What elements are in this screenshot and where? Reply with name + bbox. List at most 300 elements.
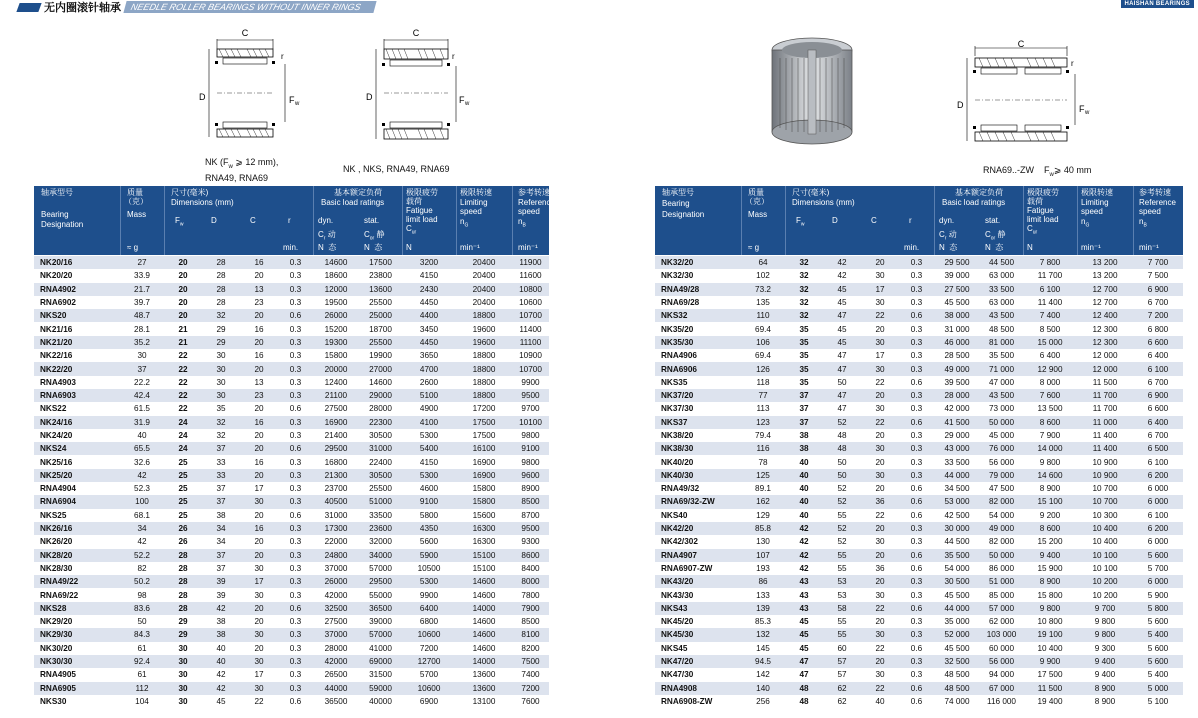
table-cell: 32500 <box>313 602 359 615</box>
table-row <box>655 269 1183 282</box>
table-cell: 25500 <box>359 336 402 349</box>
table-cell: 4600 <box>402 482 456 495</box>
table-cell: 162 <box>741 495 785 508</box>
right-data-table <box>655 256 1183 708</box>
table-cell: 42 <box>202 668 240 681</box>
table-cell: NKS20 <box>34 309 120 322</box>
table-cell: 8 500 <box>1023 322 1077 335</box>
table-row <box>34 389 549 402</box>
table-cell: NK37/30 <box>655 402 741 415</box>
table-cell: 20 <box>240 429 278 442</box>
table-cell: 14000 <box>456 655 512 668</box>
table-cell: 31.9 <box>120 416 164 429</box>
table-cell: 27 500 <box>934 283 980 296</box>
table-cell: 48 500 <box>980 322 1023 335</box>
table-cell: 6 400 <box>1133 416 1183 429</box>
table-row <box>34 416 549 429</box>
svg-text:r: r <box>1071 59 1074 68</box>
table-cell: 0.6 <box>899 509 934 522</box>
table-cell: 12000 <box>313 283 359 296</box>
table-cell: 55 <box>823 615 861 628</box>
table-cell: 5 400 <box>1133 628 1183 641</box>
label-d: D <box>199 92 206 102</box>
table-cell: 14600 <box>456 628 512 641</box>
table-cell: NK42/20 <box>655 522 741 535</box>
table-cell: 47 <box>823 309 861 322</box>
header-title-en: NEEDLE ROLLER BEARINGS WITHOUT INNER RINGS <box>123 1 376 13</box>
table-cell: 47 <box>823 402 861 415</box>
table-cell: 6400 <box>402 602 456 615</box>
table-cell: 0.3 <box>899 628 934 641</box>
table-row <box>34 349 549 362</box>
table-cell: 13100 <box>456 695 512 708</box>
table-cell: 0.3 <box>278 455 313 468</box>
table-cell: 43 500 <box>980 389 1023 402</box>
table-cell: 92.4 <box>120 655 164 668</box>
table-cell: 10 900 <box>1077 455 1133 468</box>
table-cell: 8900 <box>512 482 549 495</box>
table-cell: 9 800 <box>1077 615 1133 628</box>
table-cell: 34 <box>202 535 240 548</box>
table-cell: 0.3 <box>278 376 313 389</box>
table-cell: 6 700 <box>1133 376 1183 389</box>
table-cell: RNA6908-ZW <box>655 695 741 708</box>
table-cell: NK40/30 <box>655 469 741 482</box>
table-cell: 132 <box>741 628 785 641</box>
page-header <box>0 0 375 14</box>
table-cell: 30 <box>240 628 278 641</box>
table-cell: NK35/30 <box>655 336 741 349</box>
label-c: C <box>241 28 249 38</box>
table-cell: 22 <box>861 309 899 322</box>
table-cell: NK21/16 <box>34 322 120 335</box>
table-cell: 27000 <box>359 362 402 375</box>
table-row <box>655 416 1183 429</box>
table-cell: 37000 <box>313 562 359 575</box>
table-cell: 9800 <box>512 429 549 442</box>
table-cell: 28 <box>202 296 240 309</box>
table-cell: 40500 <box>313 495 359 508</box>
table-cell: 17500 <box>456 429 512 442</box>
table-cell: 18800 <box>456 362 512 375</box>
table-cell: 0.3 <box>278 495 313 508</box>
table-cell: RNA6904 <box>34 495 120 508</box>
table-cell: 9800 <box>512 455 549 468</box>
table-cell: 12 300 <box>1077 322 1133 335</box>
table-row <box>34 402 549 415</box>
table-cell: RNA4908 <box>655 682 741 695</box>
table-cell: 19600 <box>456 336 512 349</box>
table-cell: 0.6 <box>899 602 934 615</box>
table-cell: 8 900 <box>1077 682 1133 695</box>
table-cell: 30 <box>164 682 202 695</box>
table-cell: 59000 <box>359 682 402 695</box>
table-cell: 35.2 <box>120 336 164 349</box>
table-cell: 7 600 <box>1023 389 1077 402</box>
table-cell: 6 200 <box>1133 522 1183 535</box>
table-cell: 20 <box>240 469 278 482</box>
table-cell: 57 <box>823 655 861 668</box>
table-cell: 39000 <box>359 615 402 628</box>
table-cell: 0.3 <box>278 296 313 309</box>
table-cell: 10 800 <box>1023 615 1077 628</box>
table-cell: 256 <box>741 695 785 708</box>
table-cell: 28 <box>164 575 202 588</box>
table-cell: 0.3 <box>278 628 313 641</box>
table-cell: 19500 <box>313 296 359 309</box>
table-cell: NK47/20 <box>655 655 741 668</box>
table-cell: 8200 <box>512 642 549 655</box>
table-cell: 22.2 <box>120 376 164 389</box>
table-cell: 11400 <box>512 322 549 335</box>
table-row <box>655 549 1183 562</box>
table-cell: NK28/20 <box>34 549 120 562</box>
table-cell: 16 <box>240 256 278 269</box>
table-cell: NKS25 <box>34 509 120 522</box>
table-cell: 20 <box>861 455 899 468</box>
table-cell: 42000 <box>313 655 359 668</box>
table-cell: 20 <box>240 336 278 349</box>
table-cell: 25000 <box>359 309 402 322</box>
table-cell: 51000 <box>359 495 402 508</box>
table-row <box>655 283 1183 296</box>
diagram1-caption: NK ($F_w$ ⩾ 12 mm), RNA49, RNA69 <box>205 157 279 183</box>
table-cell: 22 <box>164 389 202 402</box>
table-cell: 22000 <box>313 535 359 548</box>
table-cell: 50 <box>823 469 861 482</box>
table-cell: 4150 <box>402 269 456 282</box>
table-cell: 5 100 <box>1133 695 1183 708</box>
table-cell: 8700 <box>512 509 549 522</box>
table-cell: 15100 <box>456 549 512 562</box>
table-cell: 40 <box>785 469 823 482</box>
table-cell: 16 <box>240 349 278 362</box>
table-cell: 52 <box>823 535 861 548</box>
table-cell: 37 <box>202 442 240 455</box>
table-cell: 20 <box>861 549 899 562</box>
svg-text:C: C <box>412 28 420 38</box>
table-cell: 7200 <box>402 642 456 655</box>
table-cell: 29 <box>202 336 240 349</box>
table-cell: 16900 <box>313 416 359 429</box>
table-cell: 28 <box>164 562 202 575</box>
table-row <box>34 296 549 309</box>
table-cell: NKS43 <box>655 602 741 615</box>
table-cell: 6 100 <box>1133 509 1183 522</box>
table-cell: 42 <box>120 535 164 548</box>
table-cell: 17 500 <box>1023 668 1077 681</box>
table-cell: 12 400 <box>1077 309 1133 322</box>
table-cell: 30 <box>202 389 240 402</box>
table-cell: 18700 <box>359 322 402 335</box>
table-row <box>34 429 549 442</box>
table-cell: 0.3 <box>899 269 934 282</box>
table-cell: 61 <box>120 668 164 681</box>
table-cell: 30 <box>861 668 899 681</box>
table-row <box>655 562 1183 575</box>
table-cell: 63 000 <box>980 269 1023 282</box>
table-cell: 4350 <box>402 522 456 535</box>
table-cell: 6 000 <box>1133 482 1183 495</box>
table-cell: 4450 <box>402 296 456 309</box>
table-cell: 77 <box>741 389 785 402</box>
table-cell: RNA4907 <box>655 549 741 562</box>
table-cell: 38 <box>202 509 240 522</box>
table-cell: 35 500 <box>980 349 1023 362</box>
table-cell: 18800 <box>456 309 512 322</box>
table-cell: 29000 <box>359 389 402 402</box>
table-cell: 41000 <box>359 642 402 655</box>
table-cell: 30 <box>164 655 202 668</box>
svg-text:C: C <box>1017 39 1025 49</box>
table-cell: 37 <box>202 562 240 575</box>
table-cell: 45 500 <box>934 588 980 601</box>
table-cell: 13600 <box>456 682 512 695</box>
table-cell: NK38/20 <box>655 429 741 442</box>
table-cell: 83.6 <box>120 602 164 615</box>
table-cell: 36 <box>861 495 899 508</box>
table-cell: 113 <box>741 402 785 415</box>
table-cell: 8 900 <box>1023 575 1077 588</box>
table-cell: NK26/20 <box>34 535 120 548</box>
table-cell: 49 000 <box>980 522 1023 535</box>
table-row <box>655 668 1183 681</box>
table-cell: 8100 <box>512 628 549 641</box>
table-cell: 85 000 <box>980 588 1023 601</box>
table-cell: 193 <box>741 562 785 575</box>
table-row <box>34 655 549 668</box>
table-cell: 23600 <box>359 522 402 535</box>
table-cell: 20 <box>164 256 202 269</box>
table-cell: 60 000 <box>980 642 1023 655</box>
table-cell: 43 <box>785 602 823 615</box>
table-cell: 43 <box>785 575 823 588</box>
table-cell: 45 500 <box>934 642 980 655</box>
header-title-cn: 无内圈滚针轴承 <box>44 2 121 14</box>
table-cell: NKS30 <box>34 695 120 708</box>
table-cell: 17 <box>240 668 278 681</box>
table-cell: 8 900 <box>1023 482 1077 495</box>
table-cell: 30 <box>240 495 278 508</box>
table-cell: 8500 <box>512 495 549 508</box>
table-row <box>34 628 549 641</box>
table-cell: 0.3 <box>278 562 313 575</box>
table-cell: 22 <box>861 376 899 389</box>
table-cell: 35 <box>785 376 823 389</box>
table-cell: 37 <box>785 389 823 402</box>
table-cell: 40000 <box>359 695 402 708</box>
table-cell: 7200 <box>512 682 549 695</box>
brand-logo: HAISHAN BEARINGS <box>1121 0 1194 8</box>
table-cell: 0.3 <box>278 469 313 482</box>
table-cell: 30 <box>240 588 278 601</box>
table-cell: 50 000 <box>980 416 1023 429</box>
table-cell: NK21/20 <box>34 336 120 349</box>
table-cell: 68.1 <box>120 509 164 522</box>
table-cell: 50.2 <box>120 575 164 588</box>
table-cell: 16 <box>240 416 278 429</box>
table-cell: 35 <box>785 349 823 362</box>
table-cell: 53 000 <box>934 495 980 508</box>
table-cell: 17 <box>861 283 899 296</box>
table-cell: 42 <box>823 269 861 282</box>
table-cell: 14600 <box>456 575 512 588</box>
svg-text:D: D <box>366 92 373 102</box>
table-cell: 69000 <box>359 655 402 668</box>
table-cell: 0.3 <box>899 389 934 402</box>
table-cell: 42 <box>785 549 823 562</box>
table-cell: 20 <box>164 296 202 309</box>
table-cell: 14600 <box>456 642 512 655</box>
table-cell: 23 <box>240 389 278 402</box>
table-row <box>34 562 549 575</box>
table-cell: 42000 <box>313 588 359 601</box>
table-cell: NK32/20 <box>655 256 741 269</box>
table-cell: 9 200 <box>1023 509 1077 522</box>
table-cell: 116 000 <box>980 695 1023 708</box>
table-cell: 38 <box>785 442 823 455</box>
table-cell: 7 800 <box>1023 256 1077 269</box>
table-cell: 4450 <box>402 336 456 349</box>
table-cell: 30 <box>164 642 202 655</box>
right-table-header: 轴承型号 Bearing Designation 质量 （克） Mass ≈ g 尺寸(毫米) Dimensions (mm) $F_w$ D C r min. 基本额定负荷 Basic load ratings dyn. $C_r$ 动 N 态 stat. $C_{or}$ 静 N 态 极限疲劳 载荷 Fatigue limit load $C_{ur}$ N 极限转速 Limiting speed $n_G$ min⁻¹ 参考转速 Reference speed $n_B$ min⁻¹ <box>655 186 1183 255</box>
table-cell: RNA4905 <box>34 668 120 681</box>
table-cell: 36500 <box>313 695 359 708</box>
label-r: r <box>281 52 284 61</box>
table-cell: 20400 <box>456 283 512 296</box>
table-cell: 57000 <box>359 628 402 641</box>
table-cell: 9500 <box>512 389 549 402</box>
table-row <box>655 469 1183 482</box>
table-cell: 42 <box>785 562 823 575</box>
table-cell: 7 900 <box>1023 429 1077 442</box>
table-cell: 0.3 <box>899 442 934 455</box>
table-cell: 5 600 <box>1133 615 1183 628</box>
table-cell: 8 900 <box>1077 695 1133 708</box>
table-cell: 36 <box>861 562 899 575</box>
table-row <box>34 376 549 389</box>
table-cell: 13 200 <box>1077 269 1133 282</box>
table-cell: 22 <box>164 362 202 375</box>
table-cell: 6 700 <box>1133 296 1183 309</box>
table-cell: 22 <box>861 416 899 429</box>
table-cell: 47 <box>785 668 823 681</box>
table-cell: 55 <box>823 509 861 522</box>
table-cell: 0.3 <box>899 522 934 535</box>
table-cell: 0.3 <box>278 668 313 681</box>
table-cell: 60 <box>823 642 861 655</box>
table-cell: 8 000 <box>1023 376 1077 389</box>
table-cell: 6 100 <box>1133 455 1183 468</box>
table-cell: 62 <box>823 682 861 695</box>
table-row <box>655 642 1183 655</box>
table-cell: 14600 <box>456 588 512 601</box>
table-cell: 20 <box>861 575 899 588</box>
table-cell: 20 <box>240 402 278 415</box>
table-row <box>655 349 1183 362</box>
table-cell: 12 700 <box>1077 283 1133 296</box>
table-cell: 0.3 <box>278 322 313 335</box>
table-cell: 48 <box>785 682 823 695</box>
table-cell: 55 <box>823 549 861 562</box>
table-cell: 0.6 <box>278 602 313 615</box>
table-cell: 0.6 <box>899 416 934 429</box>
table-cell: 9900 <box>402 588 456 601</box>
table-cell: 20 <box>861 615 899 628</box>
svg-text:F: F <box>1079 104 1085 114</box>
table-cell: 17 <box>240 482 278 495</box>
table-row <box>655 482 1183 495</box>
table-cell: 54 000 <box>980 509 1023 522</box>
table-cell: 33.9 <box>120 269 164 282</box>
table-row <box>34 495 549 508</box>
table-cell: 0.3 <box>899 336 934 349</box>
table-cell: 9100 <box>512 442 549 455</box>
table-cell: 48 500 <box>934 668 980 681</box>
table-cell: 30 <box>202 376 240 389</box>
table-cell: 0.3 <box>899 455 934 468</box>
table-cell: 0.6 <box>278 509 313 522</box>
table-cell: 20 <box>861 389 899 402</box>
table-cell: 30 <box>861 535 899 548</box>
table-cell: 30 <box>861 362 899 375</box>
table-row <box>34 509 549 522</box>
table-cell: 0.6 <box>899 482 934 495</box>
table-cell: 40 <box>202 642 240 655</box>
table-cell: 50 000 <box>980 549 1023 562</box>
table-cell: 0.3 <box>278 482 313 495</box>
table-cell: 44 500 <box>980 256 1023 269</box>
table-cell: 10 100 <box>1077 549 1133 562</box>
table-cell: 14 000 <box>1023 442 1077 455</box>
table-cell: 16 <box>240 522 278 535</box>
table-row <box>655 628 1183 641</box>
table-cell: NK45/30 <box>655 628 741 641</box>
table-cell: 42 <box>202 682 240 695</box>
table-cell: 10 200 <box>1077 575 1133 588</box>
table-cell: 19 400 <box>1023 695 1077 708</box>
table-cell: NK30/30 <box>34 655 120 668</box>
table-cell: 55000 <box>359 588 402 601</box>
table-cell: 30 000 <box>934 522 980 535</box>
table-cell: 67 000 <box>980 682 1023 695</box>
table-cell: 140 <box>741 682 785 695</box>
table-cell: 107 <box>741 549 785 562</box>
table-cell: NK24/20 <box>34 429 120 442</box>
table-cell: RNA6902 <box>34 296 120 309</box>
table-cell: 28000 <box>359 402 402 415</box>
table-cell: 8500 <box>512 615 549 628</box>
table-cell: 16 <box>240 455 278 468</box>
table-cell: 10 700 <box>1077 482 1133 495</box>
table-cell: 61.5 <box>120 402 164 415</box>
table-cell: 5100 <box>402 389 456 402</box>
table-cell: 85.3 <box>741 615 785 628</box>
table-cell: 6 500 <box>1133 442 1183 455</box>
table-cell: 5 400 <box>1133 668 1183 681</box>
table-cell: 12 000 <box>1077 349 1133 362</box>
table-cell: 5 700 <box>1133 562 1183 575</box>
table-cell: 11600 <box>512 269 549 282</box>
table-cell: 145 <box>741 642 785 655</box>
table-cell: 40 <box>785 509 823 522</box>
table-row <box>655 535 1183 548</box>
table-row <box>655 296 1183 309</box>
table-cell: 22 <box>861 509 899 522</box>
table-cell: 29 000 <box>934 429 980 442</box>
table-cell: 33500 <box>359 509 402 522</box>
table-cell: 135 <box>741 296 785 309</box>
